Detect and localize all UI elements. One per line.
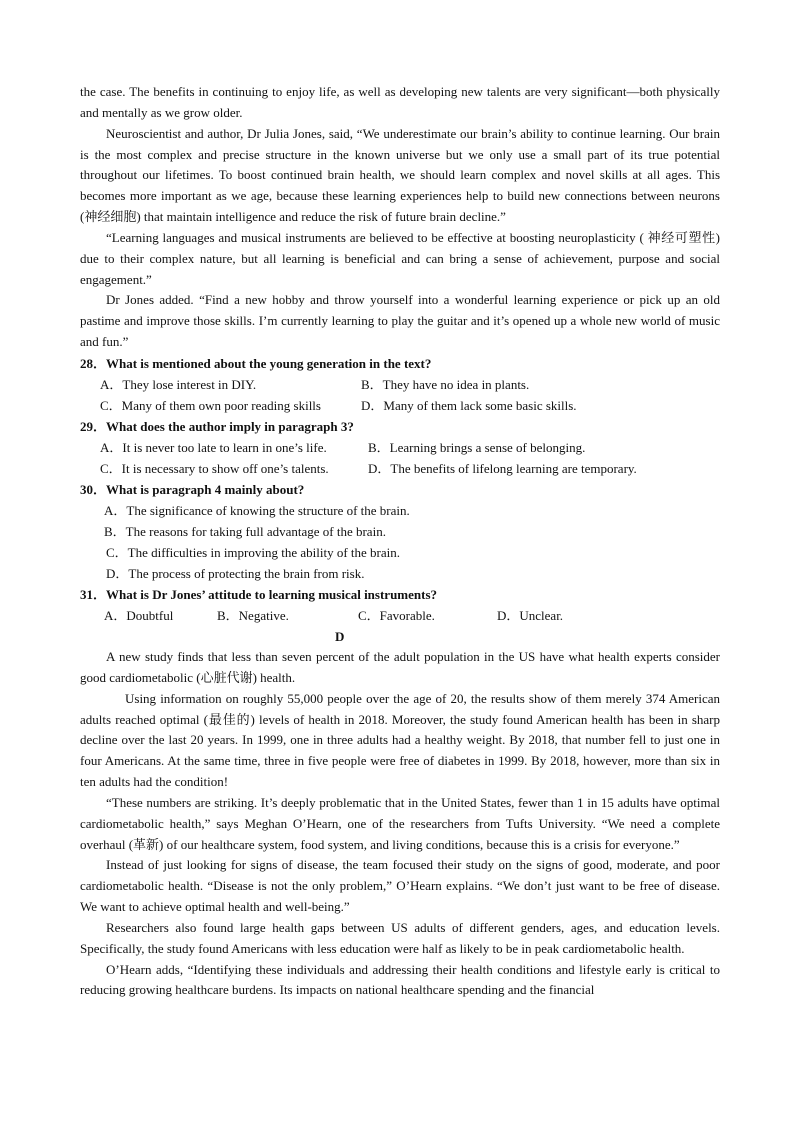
question-28-stem: 28．What is mentioned about the young generation in the text? <box>80 355 432 371</box>
section-d-paragraph-1: A new study finds that less than seven percent of the adult population in the US have what health experts consider good cardiometabolic (心脏代谢) health. <box>80 648 720 685</box>
question-29-option-b: B．Learning brings a sense of belonging. <box>368 439 586 455</box>
question-29-option-a: A．It is never too late to learn in one’s life. <box>100 439 327 455</box>
question-31-stem: 31．What is Dr Jones’ attitude to learning musical instruments? <box>80 586 438 602</box>
question-30-stem: 30．What is paragraph 4 mainly about? <box>80 481 305 497</box>
passage-c-paragraph-4: Dr Jones added. “Find a new hobby and throw yourself into a wonderful learning experience or pick up an old pastime and improve those skills. I’m currently learning to play the guitar and it’s opened up a whole new world of music and fun.” <box>80 292 720 350</box>
question-30-option-b: B．The reasons for taking full advantage of the brain. <box>104 523 386 539</box>
question-31-option-b: B．Negative. <box>217 607 289 623</box>
question-31-option-d: D．Unclear. <box>497 607 564 623</box>
section-d-paragraph-6: O’Hearn adds, “Identifying these individuals and addressing their health conditions and lifestyle early is critical to reducing growing healthcare burdens. Its impacts on national healthcare spending and the financial <box>80 961 720 998</box>
section-d-heading: D <box>335 628 345 644</box>
question-30-option-c: C．The difficulties in improving the ability of the brain. <box>106 544 401 560</box>
question-28-option-c: C．Many of them own poor reading skills <box>100 397 321 413</box>
question-28-option-a: A．They lose interest in DIY. <box>100 376 257 392</box>
question-31-option-a: A．Doubtful <box>104 607 174 623</box>
question-29-stem: 29．What does the author imply in paragraph 3? <box>80 418 354 434</box>
passage-c-paragraph-3: “Learning languages and musical instruments are believed to be effective at boosting neuroplasticity ( 神经可塑性) due to their complex nature, but all learning is beneficial and can bring a sense of achievement, purpose and social engagement.” <box>80 229 720 287</box>
question-31-option-c: C．Favorable. <box>358 607 435 623</box>
question-28-options-row-1 <box>80 374 720 395</box>
passage-c-paragraph-1: the case. The benefits in continuing to enjoy life, as well as developing new talents are very significant—both physically and mentally as we grow older. <box>80 84 720 120</box>
passage-c-paragraph-2: Neuroscientist and author, Dr Julia Jones, said, “We underestimate our brain’s ability to continue learning. Our brain is the most complex and precise structure in the known universe but we only use a small part of its true potential throughout our lifetimes. To boost continued brain health, we should learn complex and novel skills at all ages. This becomes more important as we age, because these learning experiences help to build new connections between neurons (神经细胞) that maintain intelligence and reduce the risk of future brain decline.” <box>80 125 720 225</box>
question-31-options-row <box>80 605 720 626</box>
question-28-option-b: B．They have no idea in plants. <box>361 376 530 392</box>
question-29-option-d: D．The benefits of lifelong learning are temporary. <box>368 460 637 476</box>
section-d-paragraph-2: Using information on roughly 55,000 people over the age of 20, the results show of them merely 374 American adults reached optimal (最佳的) levels of health in 2018. Moreover, the study found American health has been in sharp decline over the last 20 years. In 1999, one in three adults had a healthy weight. By 2018, that number fell to just one in four Americans. At the same time, three in five people were free of diabetes in 1999. By 2018, however, more than six in ten adults had the condition! <box>80 690 720 790</box>
question-29-options-row-2 <box>80 458 720 479</box>
question-28-option-d: D．Many of them lack some basic skills. <box>361 397 577 413</box>
question-29-options-row-1 <box>80 437 720 458</box>
question-30-option-a: A．The significance of knowing the structure of the brain. <box>104 502 410 518</box>
question-28-options-row-2 <box>80 395 720 416</box>
section-d-paragraph-3: “These numbers are striking. It’s deeply problematic that in the United States, fewer than 1 in 15 adults have optimal cardiometabolic health,” says Meghan O’Hearn, one of the researchers from Tufts University. “We need a complete overhaul (革新) of our healthcare system, food system, and living conditions, because this is a crisis for everyone.” <box>80 794 720 852</box>
question-29-option-c: C．It is necessary to show off one’s talents. <box>100 460 329 476</box>
exam-page <box>80 82 720 1001</box>
question-30-option-d: D．The process of protecting the brain from risk. <box>106 565 365 581</box>
section-d-paragraph-4: Instead of just looking for signs of disease, the team focused their study on the signs of good, moderate, and poor cardiometabolic health. “Disease is not the only problem,” O’Hearn explains. “We don’t just want to be free of disease. We want to achieve optimal health and well-being.” <box>80 857 720 915</box>
section-d-paragraph-5: Researchers also found large health gaps between US adults of different genders, ages, and education levels. Specifically, the study found Americans with less education were half as likely to be in peak cardiometabolic health. <box>80 919 720 956</box>
